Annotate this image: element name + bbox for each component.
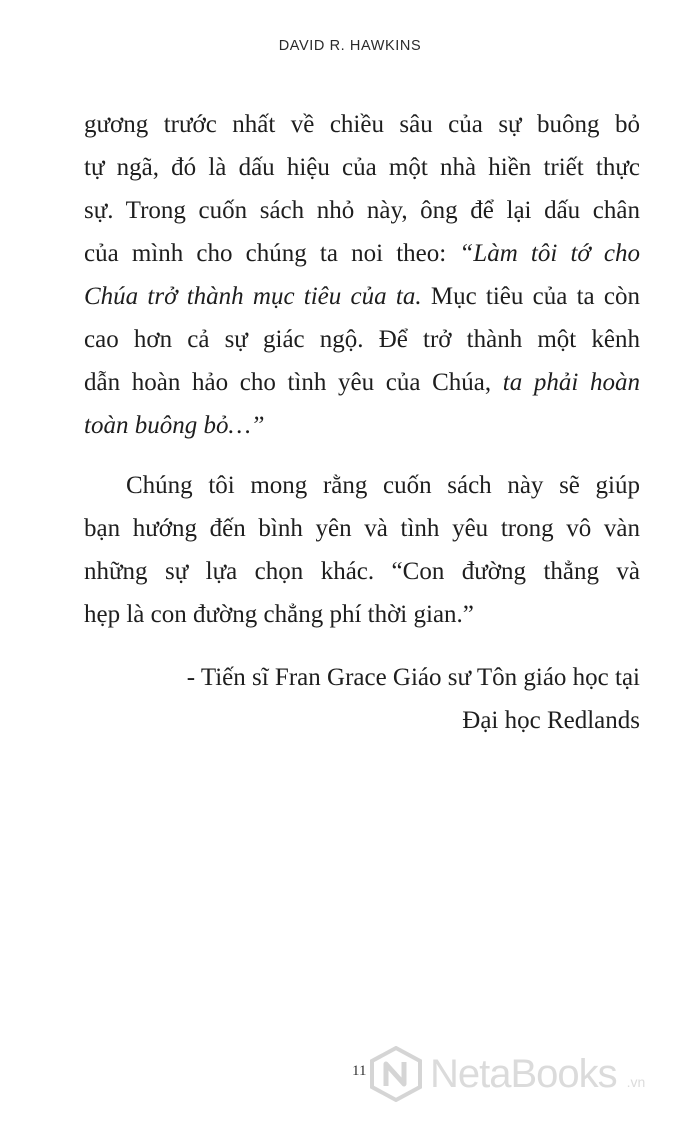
running-header-author: DAVID R. HAWKINS (278, 38, 422, 54)
text-line: gương trước nhất về chiều sâu của sự buông bỏ (84, 111, 640, 138)
text-line-mixed (84, 275, 640, 318)
watermark-brand: NetaBooks (430, 1051, 617, 1096)
italic-quote-segment: Chúa trở thành mục tiêu của ta. (84, 283, 422, 310)
text-segment: của mình cho chúng ta noi theo: (84, 240, 447, 267)
text-line: hẹp là con đường chẳng phí thời gian.” (84, 601, 474, 628)
attribution-line: Đại học Redlands (462, 707, 640, 734)
text-line: Chúng tôi mong rằng cuốn sách này sẽ giúp (126, 472, 640, 499)
text-line-mixed (84, 232, 640, 275)
text-line: cao hơn cả sự giác ngộ. Để trở thành một kênh (84, 326, 640, 353)
text-line: những sự lựa chọn khác. “Con đường thẳng và (84, 558, 640, 585)
paragraph-1 (84, 103, 640, 447)
text-line: sự. Trong cuốn sách nhỏ này, ông để lại dấu chân (84, 197, 640, 224)
italic-quote-segment: “Làm tôi tớ cho (459, 240, 641, 267)
attribution-line: - Tiến sĩ Fran Grace Giáo sư Tôn giáo học tại (186, 664, 640, 691)
attribution (84, 656, 640, 742)
paragraph-2 (84, 464, 640, 636)
text-segment: Mục tiêu của ta còn (430, 283, 640, 310)
text-line: bạn hướng đến bình yên và tình yêu trong vô vàn (84, 515, 640, 542)
watermark-logo-icon (370, 1046, 422, 1102)
text-line-italic (84, 404, 640, 447)
watermark (370, 1044, 690, 1104)
italic-quote-segment: toàn buông bỏ…” (84, 412, 265, 439)
text-segment: dẫn hoàn hảo cho tình yêu của Chúa, (84, 369, 492, 396)
italic-quote-segment: ta phải hoàn (502, 369, 640, 396)
text-line-mixed (84, 361, 640, 404)
page-number: 11 (352, 1063, 367, 1079)
watermark-suffix: .vn (626, 1074, 646, 1090)
text-line: tự ngã, đó là dấu hiệu của một nhà hiền triết thực (84, 154, 640, 181)
